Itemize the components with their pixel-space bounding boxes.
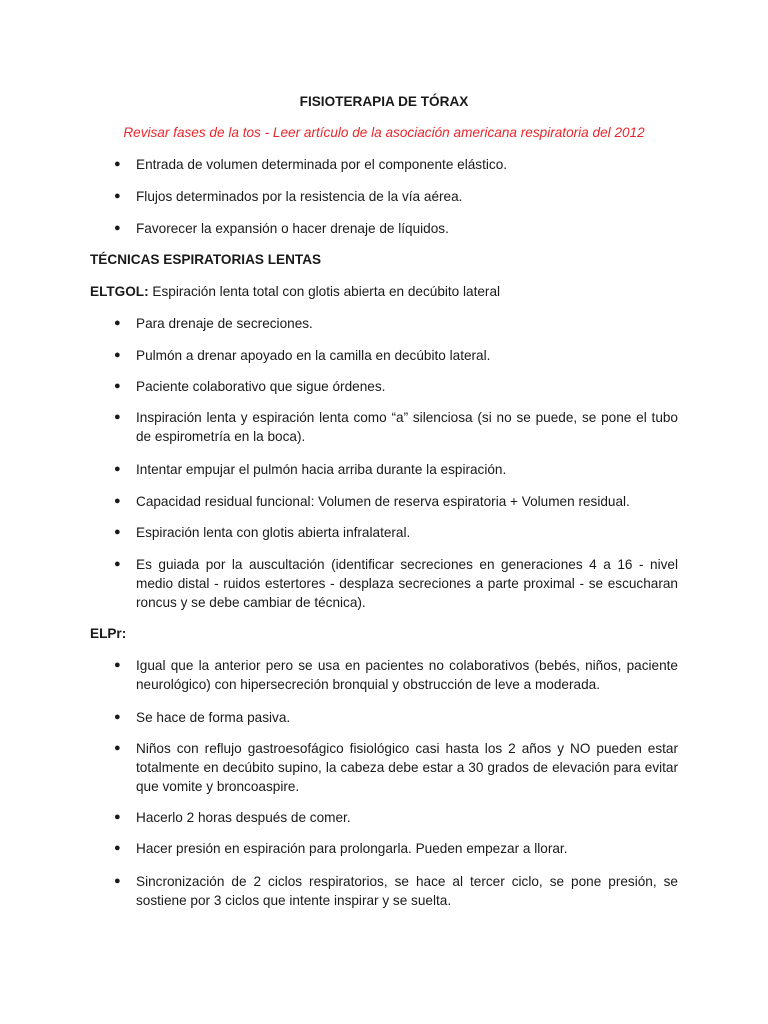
list-item-text: Niños con reflujo gastroesofágico fisiológico casi hasta los 2 años y NO pueden estar totalmente en decúbito supino, la cabeza debe estar a 30 grados de elevación para evitar que vomite y broncoaspire.: [136, 741, 678, 794]
bullet-icon: ●: [114, 349, 121, 361]
bullet-icon: ●: [114, 380, 121, 392]
bullet-icon: ●: [114, 742, 121, 754]
list-item-text: Flujos determinados por la resistencia de la vía aérea.: [136, 189, 463, 204]
bullet-icon: ●: [114, 526, 121, 538]
list-item-text: Para drenaje de secreciones.: [136, 316, 313, 331]
eltgol-description: Espiración lenta total con glotis abierta en decúbito lateral: [148, 284, 501, 299]
bullet-icon: ●: [114, 190, 121, 202]
list-item-text: Hacerlo 2 horas después de comer.: [136, 810, 351, 825]
list-item-text: Hacer presión en espiración para prolongarla. Pueden empezar a llorar.: [136, 841, 568, 856]
list-item-text: Capacidad residual funcional: Volumen de reserva espiratoria + Volumen residual.: [136, 494, 630, 509]
bullet-icon: ●: [114, 842, 121, 854]
list-item-text: Intentar empujar el pulmón hacia arriba durante la espiración.: [136, 462, 507, 477]
list-item-text: Sincronización de 2 ciclos respiratorios, se hace al tercer ciclo, se pone presión, se sostiene por 3 ciclos que intente inspirar y se suelta.: [136, 874, 678, 908]
document-subtitle: Revisar fases de la tos - Leer artículo de la asociación americana respiratoria del 2012: [123, 125, 645, 140]
bullet-icon: ●: [114, 811, 121, 823]
list-item-text: Paciente colaborativo que sigue órdenes.: [136, 379, 386, 394]
eltgol-definition: [90, 282, 678, 301]
bullet-icon: ●: [114, 158, 121, 170]
list-item-text: Se hace de forma pasiva.: [136, 710, 291, 725]
list-item-text: Pulmón a drenar apoyado en la camilla en decúbito lateral.: [136, 348, 491, 363]
bullet-icon: ●: [114, 875, 121, 887]
list-item-text: Inspiración lenta y espiración lenta como “a” silenciosa (si no se puede, se pone el tubo de espirometría en la boca).: [136, 410, 678, 444]
list-item-text: Favorecer la expansión o hacer drenaje de líquidos.: [136, 221, 449, 236]
bullet-icon: ●: [114, 317, 121, 329]
bullet-icon: ●: [114, 558, 121, 570]
list-item-text: Igual que la anterior pero se usa en pacientes no colaborativos (bebés, niños, paciente neurológico) con hipersecreción bronquial y obstrucción de leve a moderada.: [136, 658, 678, 692]
bullet-icon: ●: [114, 659, 121, 671]
bullet-icon: ●: [114, 711, 121, 723]
bullet-icon: ●: [114, 463, 121, 475]
document-title: FISIOTERAPIA DE TÓRAX: [299, 94, 469, 109]
bullet-icon: ●: [114, 411, 121, 423]
bullet-icon: ●: [114, 495, 121, 507]
list-item-text: Es guiada por la auscultación (identificar secreciones en generaciones 4 a 16 - nivel medio distal - ruidos estertores - desplaza secreciones a parte proximal - se escucharan roncus y se debe cambiar de técnica).: [136, 557, 678, 610]
bullet-icon: ●: [114, 222, 121, 234]
list-item-text: Entrada de volumen determinada por el componente elástico.: [136, 157, 508, 172]
elpr-label: ELPr:: [90, 626, 127, 641]
list-item-text: Espiración lenta con glotis abierta infralateral.: [136, 525, 411, 540]
section-heading: TÉCNICAS ESPIRATORIAS LENTAS: [90, 252, 322, 267]
eltgol-label: ELTGOL:: [90, 284, 149, 299]
